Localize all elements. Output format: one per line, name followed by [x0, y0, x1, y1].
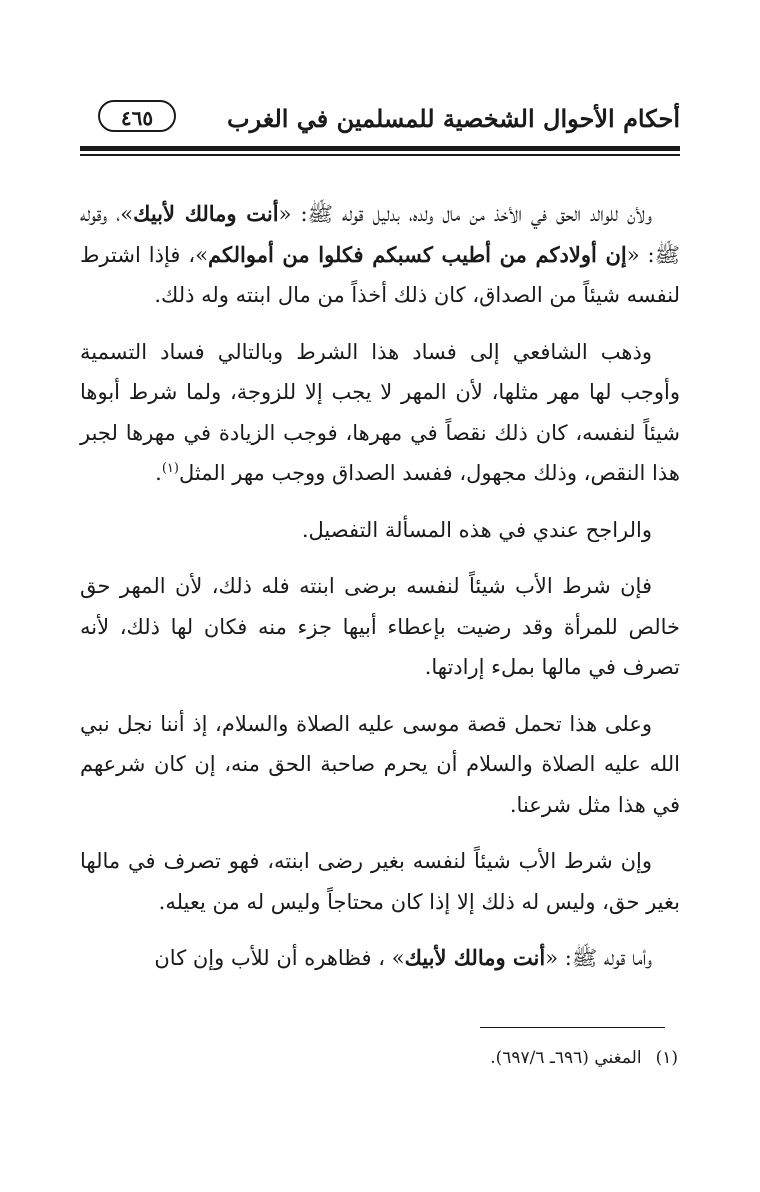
footnote-reference: (١) — [161, 461, 179, 476]
page-number: ٤٦٥ — [98, 100, 176, 132]
paragraph — [80, 332, 680, 494]
text-run: »، وقوله ﷺ: « — [80, 202, 681, 267]
paragraph — [80, 841, 680, 922]
header-rule-thick — [80, 146, 680, 151]
running-title: أحكام الأحوال الشخصية للمسلمين في الغرب — [227, 104, 680, 133]
footnote — [80, 1046, 678, 1070]
text-run: »، فإذا اشترط لنفسه شيئاً من الصداق، كان ذلك أخذاً من مال ابنته وله ذلك. — [80, 242, 680, 307]
text-run: وذهب الشافعي إلى فساد هذا الشرط وبالتالي فساد التسمية وأوجب لها مهر مثلها، لأن المهر لا يجب إلا للزوجة، ولما شرط أبوها شيئاً لنفسه، كان ذلك نقصاً في مهرها، فوجب الزيادة في مهرها لجبر هذا النقص، وذلك مجهول، ففسد الصداق ووجب مهر المثل — [80, 339, 680, 485]
paragraph — [80, 566, 680, 688]
text-run: فإن شرط الأب شيئاً لنفسه برضى ابنته فله ذلك، لأن المهر حق خالص للمرأة وقد رضيت بإعطاء أبيها جزء منه فكان لها ذلك، لأنه تصرف في مالها بملء إرادتها. — [80, 574, 680, 679]
text-run: وعلى هذا تحمل قصة موسى عليه الصلاة والسلام، إذ أننا نجل نبي الله عليه الصلاة والسلام أن يحرم صاحبة الحق منه، إن كان شرعهم في هذا مثل شرعنا. — [80, 711, 680, 817]
text-run: ولأن للوالد الحق في الأخذ من مال ولده، بدليل قوله ﷺ: « — [278, 202, 652, 226]
footnote-text: المغني (٦٩٦ـ ٦٩٧/٦). — [490, 1048, 642, 1068]
page-header — [80, 98, 680, 142]
text-run: والراجح عندي في هذه المسألة التفصيل. — [301, 517, 652, 542]
hadith-quote: أنت ومالك لأبيك — [404, 945, 546, 970]
footnote-separator — [480, 1027, 665, 1028]
hadith-quote: إن أولادكم من أطيب كسبكم فكلوا من أموالكم — [208, 241, 627, 267]
text-run: وإن شرط الأب شيئاً لنفسه بغير رضى ابنته، فهو تصرف في مالها بغير حق، وليس له ذلك إلا إذا كان محتاجاً وليس له من يعيله. — [80, 849, 680, 914]
main-text — [80, 194, 680, 995]
footnote-number: (١) — [655, 1048, 678, 1068]
paragraph — [80, 938, 680, 979]
hadith-quote: أنت ومالك لأبيك — [133, 201, 279, 226]
text-run: وأما قوله ﷺ: « — [545, 946, 652, 970]
text-run: » ، فظاهره أن للأب وإن كان — [154, 946, 405, 970]
paragraph — [80, 704, 680, 826]
paragraph — [80, 510, 680, 551]
header-rule-thin — [80, 154, 680, 156]
paragraph — [80, 194, 680, 316]
text-run: . — [155, 461, 162, 485]
